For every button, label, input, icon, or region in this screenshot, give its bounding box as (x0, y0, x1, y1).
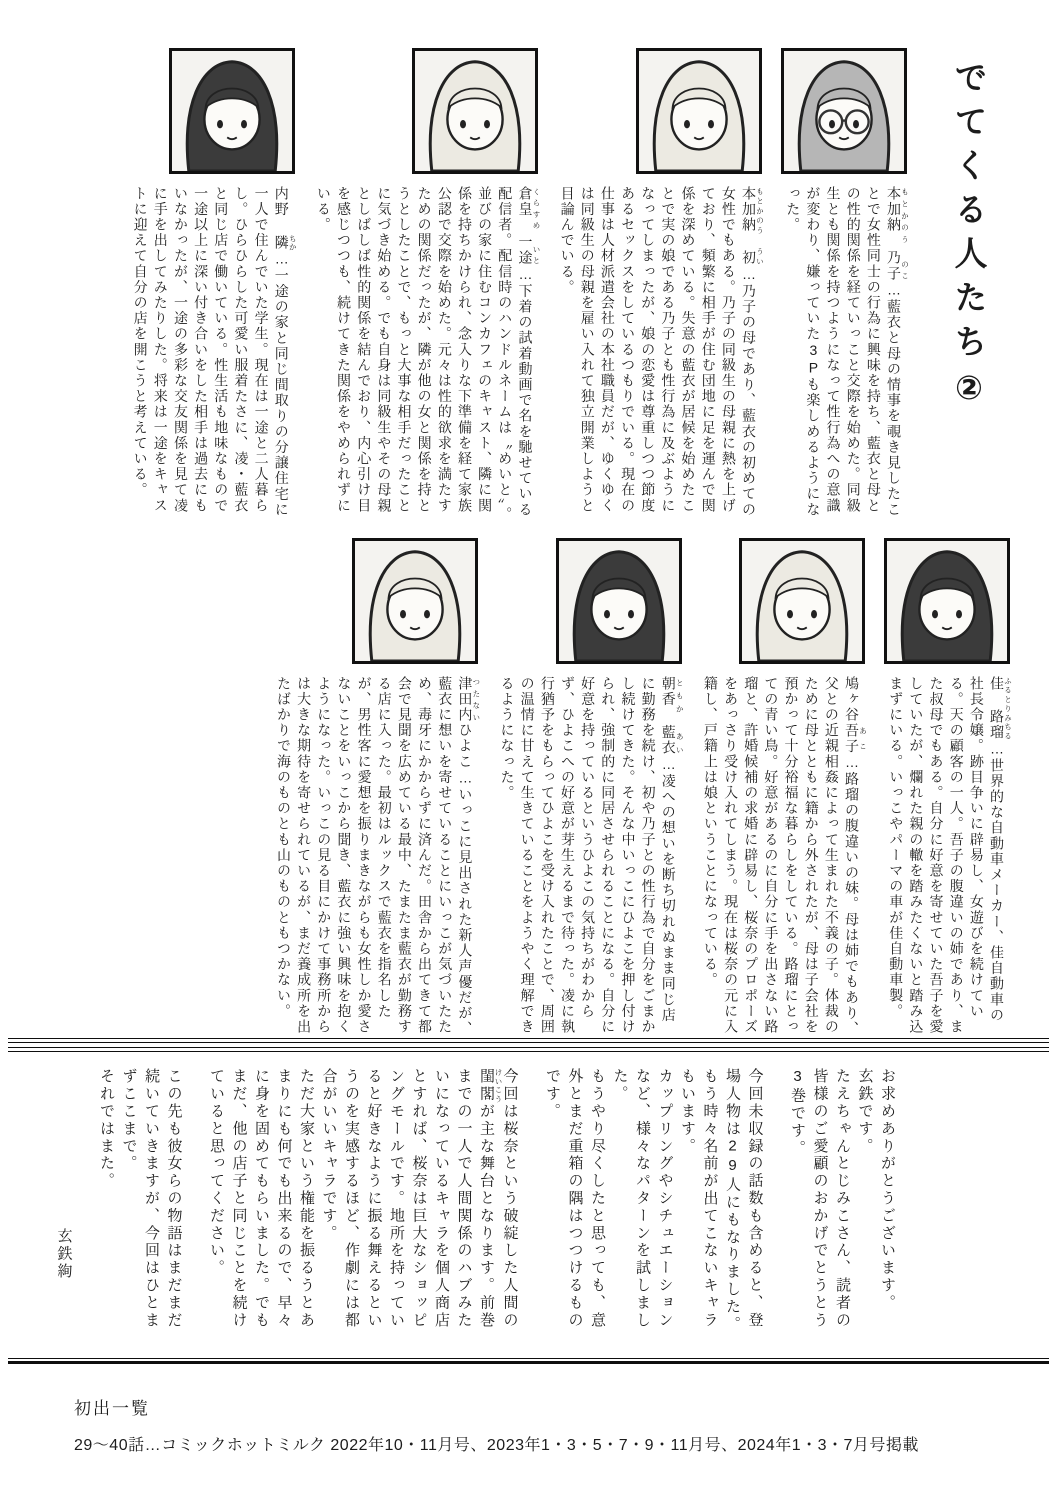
afterword-paragraph: たえちゃんとじみこさん、読者の皆様のご愛顧のおかげでとうとう3巻です。 (789, 1068, 851, 1329)
character-name: 津田内つたないひよこ (457, 676, 481, 770)
girl-portrait-icon (352, 538, 478, 664)
character-name: 本加納 初もとかのう うい (741, 186, 765, 266)
girl-portrait-icon (781, 48, 907, 174)
character-description: 倉皇 一途くらすめ いと…下着の試着動画で名を馳せている配信者。配信時のハンドルネームは〝めいと〟。並びの家に住むコンカフェのキャスト、隣に関係を持ちかけられ、念入りな下準備を経て家族公認で交際を始めた。元々は性的欲求を満たすための関係だったが、隣が他の女と関係を持とうとしたことで、もっと大事な相手だったことに気づき始める。でも自身は同級生やその母親としばしば性的関係を結んでおり、内心引け目を感じつつも、続けてきた関係をやめられずにいる。 (315, 186, 541, 523)
character-description: 朝香 藍衣ともか あい…凌への想いを断ち切れぬまま同じ店に勤務を続け、初や乃子との性行為で自分をごまかし続けてきた。そんな中いっこにひよこを押し付けられ、強制的に同居させられることになる。自分に好意を持っているというひよこの気持ちがわからず、ひよこへの好意が芽生えるまで待った。凌に執行猶予をもらってひよこを受け入れたことで、周囲の温情に甘えて生きていることをようやく理解できるようになった。 (499, 676, 685, 1035)
character-description: 本加納 乃子もとかのう のこ…藍衣と母の情事を覗き見したことで女性同士の行為に興味を持ち、藍衣と母との性的関係を経ていっこと交際を始めた。同級生とも関係を持つようになって性行為への意識が変わり、嫌っていた3Pも楽しめるようになった。 (785, 186, 910, 518)
characters-row1 (50, 48, 1012, 528)
character-name: 朝香 藍衣ともか あい (660, 676, 685, 756)
character-name: 鳩ヶ谷吾子あこ (844, 676, 868, 755)
characters-row2 (50, 538, 1012, 1038)
girl-portrait-icon (412, 48, 538, 174)
afterword-paragraph: この先も彼女らの物語はまだまだ続いていきますが、今回はひとまずここまで。 (120, 1068, 183, 1329)
first-publication-footer (74, 1394, 1057, 1455)
bottom-divider-line (8, 1358, 1049, 1364)
afterword-paragraph: 今回は桜奈という破綻した人間の閨閣 けいこうが主な舞台となります。前巻までの一人で人間関係のハブみたいになっているキャラを個人商店とすれば、桜奈は巨大なショッピングモールです。地所を持っていると好きなように振る舞えるというのを実感するほど、作劇には都合がいいキャラです。 (320, 1068, 519, 1330)
author-signature: 玄鉄絢 (55, 1228, 73, 1281)
character-name: 佳 路瑠ふるとりみちる (989, 676, 1013, 741)
profile-card (314, 48, 541, 528)
afterword-section (42, 1052, 920, 1352)
afterword-paragraph: 玄鉄です。 (856, 1068, 874, 1155)
profile-card (557, 48, 764, 528)
page-title: でてくる人たち② (950, 60, 988, 418)
character-description: 佳 路瑠ふるとりみちる…世界的な自動車メーカー、佳自動車の社長令嬢。跡目争いに辟易し、女遊びを続けている。天の顧客の一人。吾子の腹違いの姉であり、また叔母でもある。自分に好意を寄せていた吾子を愛していたが、爛れた親の轍を踏みたくないと踏み込まずにいる。いっこやパーマの車が佳自動車製。 (888, 676, 1013, 1035)
profile-card (130, 48, 296, 528)
afterword-paragraph: カップリングやシチュエーションなど、様々なパターンを試しました。 (611, 1068, 674, 1329)
title-block (926, 48, 1012, 478)
character-description: 内野 隣ちか…一途の家と同じ間取りの分譲住宅に一人で住んでいた学生。現在は一途と二人暮らし。ひらひらした可愛い服着たさに、凌・藍衣と同じ店で働いている。性生活も地味なもので一途以上に深い付き合いをした相手は過去にもいなかったが、一途の多彩な交友関係を見て凌に手を出してみたりした。将来は一途をキャストに迎えて自分の店を開こうと考えている。 (132, 186, 298, 518)
girl-portrait-icon (169, 48, 295, 174)
afterword-paragraph: もうやり尽くしたと思っても、意外とまだ重箱の隅はつつけるものです。 (544, 1068, 606, 1329)
profile-card (884, 538, 1012, 1038)
afterword-paragraph: ただ大家という権能を振るうとあまりにも何でも出来るので、早々に身を固めてもらいました。でもまだ、他の店子と同じことを続けていると思ってください。 (208, 1068, 315, 1329)
footer-heading: 初出一覧 (74, 1399, 150, 1418)
profile-card (701, 538, 867, 1038)
afterword-paragraph: 今回未収録の話数も含めると、登場人物は29人にもなりました。もう時々名前が出てこないキャラもいます。 (679, 1068, 764, 1333)
character-name: 本加納 乃子もとかのう のこ (886, 186, 910, 282)
profile-card (274, 538, 481, 1038)
character-name: 倉皇 一途くらすめ いと (517, 186, 541, 266)
character-description: 鳩ヶ谷吾子あこ…路瑠の腹違いの妹。母は姉でもあり、父との近親相姦によって生まれた不義の子。体裁のために母とともに籍から外されたが、母は子会社を預かって十分裕福な暮らしをしている。路瑠にとっての青い鳥。好意があるのに自分に手を出さない路瑠と、許婚候補の求婚に辟易し、桜奈のプロポーズをあっさり受け入れてしまう。現在は桜奈の元に入籍し、戸籍上は娘ということになっている。 (702, 676, 868, 1037)
profile-card (497, 538, 683, 1038)
profile-card (781, 48, 909, 528)
publication-note: 29〜40話…コミックホットミルク 2022年10・11月号、2023年1・3・5・7・9・11月号、2024年1・3・7月号掲載 (74, 1437, 919, 1454)
girl-portrait-icon (739, 538, 865, 664)
girl-portrait-icon (556, 538, 682, 664)
section-divider-line (8, 1038, 1049, 1043)
girl-portrait-icon (636, 48, 762, 174)
character-name: 内野 隣ちか (273, 186, 298, 251)
character-description: 本加納 初もとかのう うい…乃子の母であり、藍衣の初めての女性でもある。乃子の同級生の母親に熱を上げており、頻繁に相手が住む団地に足を運んで関係を深めている。失意の藍衣が居候を始めたことで実の娘である乃子とも性行為に及ぶようになってしまったが、娘の恋愛は尊重しつつ節度あるセックスをしているつもりでいる。現在の仕事は人材派遣会社の本社職員だが、ゆくゆくは同級生の母親を雇い入れて独立開業しようと目論んでいる。 (559, 186, 765, 518)
girl-portrait-icon (884, 538, 1010, 664)
afterword-paragraph: それではまた。 (98, 1068, 115, 1190)
afterword-paragraph: お求めありがとうございます。 (879, 1068, 896, 1312)
character-description: 津田内つたないひよこ…いっこに見出された新人声優だが、藍衣に想いを寄せていることにいっこが気づいたため、毒牙にかからずに済んだ。田舎から出てきて都会で見聞を広めている最中、たまたま藍衣が勤務する店に入った。最初はルックスで藍衣を指名したが、男性客に愛想を振りまきながらも女性しか愛さないことをいっこから聞き、藍衣に強い興味を抱くようになった。いっこの見る目にかけて事務所からは大きな期待を寄せられているが、まだ養成所を出たばかりで海のものとも山のものともつかない。 (275, 676, 481, 1037)
